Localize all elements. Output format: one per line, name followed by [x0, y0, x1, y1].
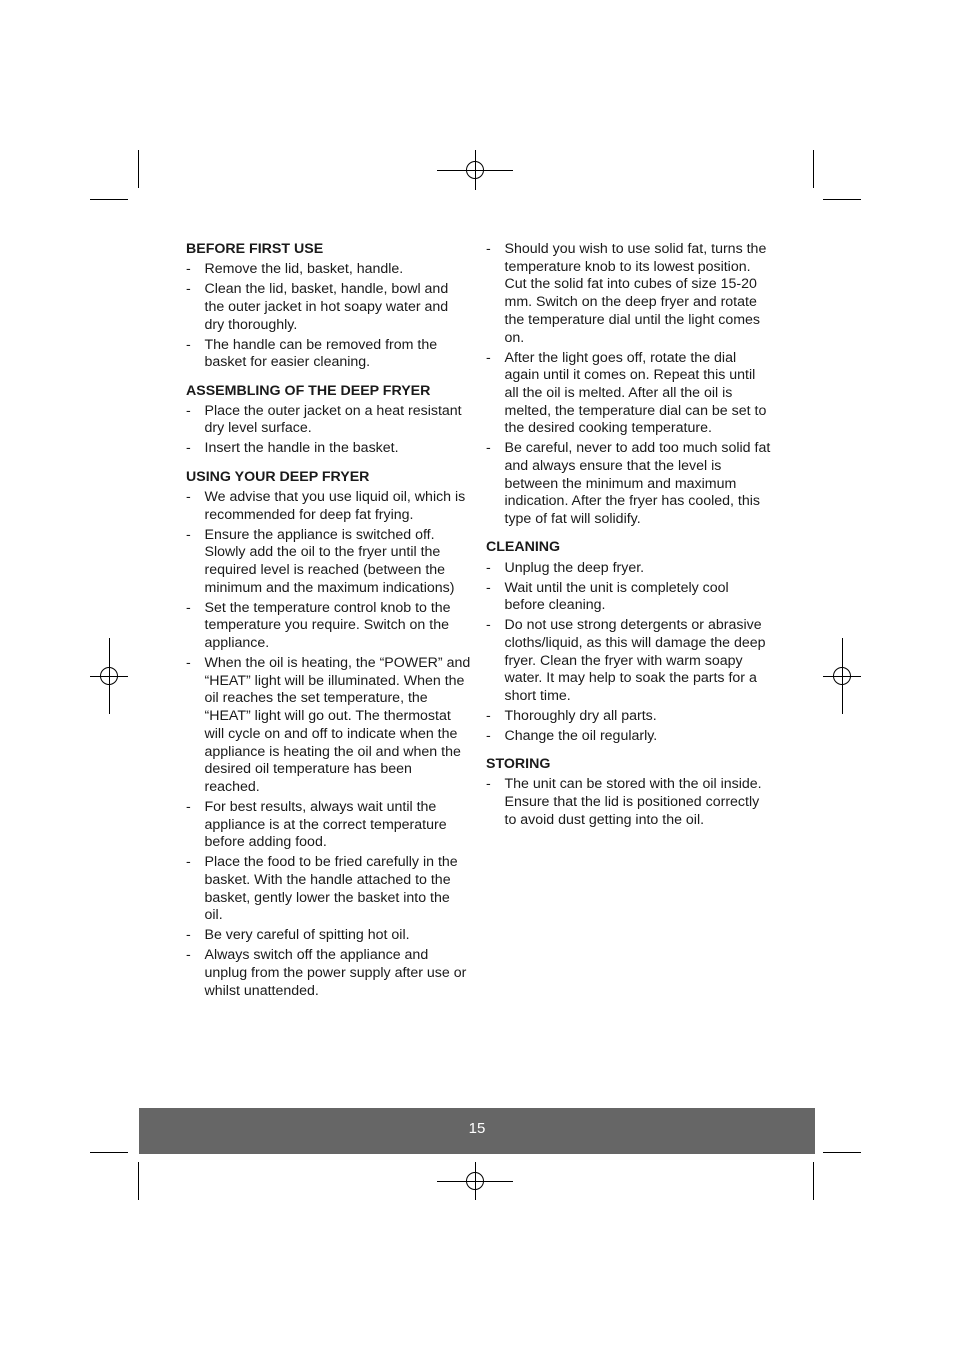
bullet-dash: -: [486, 708, 491, 725]
crop-mark: [90, 1152, 128, 1153]
bullet-dash: -: [486, 349, 491, 366]
registration-circle: [466, 1172, 484, 1190]
bullet-dash: -: [486, 559, 491, 576]
list-item-text: Unplug the deep fryer.: [504, 559, 645, 576]
section-heading: ASSEMBLING OF THE DEEP FRYER: [186, 382, 431, 399]
bullet-dash: -: [186, 440, 191, 457]
list-item-text: For best results, always wait until the appliance is at the correct temperature before adding food.: [204, 798, 447, 851]
registration-circle: [466, 161, 484, 179]
list-item: [486, 580, 771, 615]
section-heading: CLEANING: [486, 539, 561, 556]
bullet-dash: -: [186, 261, 191, 278]
section: [186, 469, 471, 1001]
crop-mark: [813, 150, 814, 188]
list-item: [186, 403, 471, 438]
list-item: [186, 261, 471, 279]
bullet-dash: -: [486, 728, 491, 745]
crop-mark: [813, 1162, 814, 1200]
section: [186, 241, 471, 372]
list-item: [186, 281, 471, 334]
list-item-text: Insert the handle in the basket.: [204, 440, 399, 457]
list-item-text: Clean the lid, basket, handle, bowl and the outer jacket in hot soapy water and dry thoroughly.: [204, 281, 449, 333]
list-item: [486, 241, 771, 347]
section: [486, 539, 771, 745]
list-item-text: The unit can be stored with the oil inside. Ensure that the lid is positioned correctly to avoid dust getting into the oil.: [504, 776, 762, 828]
bullet-dash: -: [186, 281, 191, 298]
list-item-text: We advise that you use liquid oil, which is recommended for deep fat frying.: [204, 488, 466, 523]
list-item: [186, 947, 471, 1000]
list-item: [486, 350, 771, 439]
crop-mark: [138, 1162, 139, 1200]
list-item-text: The handle can be removed from the basket for easier cleaning.: [204, 336, 438, 371]
list-item: [486, 708, 771, 726]
section: [186, 383, 471, 459]
right-column: [486, 241, 771, 840]
bullet-dash: -: [186, 402, 191, 419]
list-item-text: Be careful, never to add too much solid fat and always ensure that the level is between the minimum and maximum indication. After the fryer has cooled, this type of fat will solidify.: [504, 440, 771, 528]
list-item: [486, 560, 771, 578]
bullet-dash: -: [186, 854, 191, 871]
list-item: [186, 527, 471, 598]
bullet-dash: -: [186, 927, 191, 944]
list-item-text: Do not use strong detergents or abrasive cloths/liquid, as this will damage the deep fryer. Clean the fryer with warm soapy water. It may help to soak the parts for a short time.: [504, 617, 766, 705]
list-item: [486, 440, 771, 529]
list-item-text: After the light goes off, rotate the dial again until it comes on. Repeat this until all the oil is melted. After all the oil is melted, the temperature dial can be set to the desired cooking temperature.: [504, 349, 767, 437]
list-item: [186, 799, 471, 852]
list-item: [186, 600, 471, 653]
list-item-text: Place the outer jacket on a heat resistant dry level surface.: [204, 402, 462, 437]
section-heading: BEFORE FIRST USE: [186, 241, 324, 257]
bullet-dash: -: [486, 617, 491, 634]
page-number: 15: [468, 1120, 486, 1137]
section-heading: STORING: [486, 756, 551, 773]
footer-bar: [139, 1108, 815, 1154]
list-item: [186, 489, 471, 524]
list-item: [486, 617, 771, 706]
crop-mark: [90, 199, 128, 200]
list-item: [486, 728, 771, 746]
list-item-text: When the oil is heating, the “POWER” and “HEAT” light will be illuminated. When the oil reaches the set temperature, the “HEAT” light will go out. The thermostat will cycle on and off to indicate when the appliance is heating the oil and when the desired oil temperature has been reached.: [204, 655, 471, 795]
bullet-dash: -: [186, 947, 191, 964]
list-item: [486, 776, 771, 829]
bullet-dash: -: [186, 526, 191, 543]
list-item: [186, 655, 471, 797]
list-item-text: Ensure the appliance is switched off. Slowly add the oil to the fryer until the required level is reached (between the minimum and the maximum indications): [204, 526, 455, 596]
crop-mark: [138, 150, 139, 188]
list-item-text: Always switch off the appliance and unplug from the power supply after use or whilst unattended.: [204, 947, 467, 999]
crop-mark: [823, 199, 861, 200]
list-item: [186, 927, 471, 945]
list-item: [186, 440, 471, 458]
list-item-text: Remove the lid, basket, handle.: [204, 261, 404, 278]
list-item-text: Change the oil regularly.: [504, 728, 658, 745]
list-item: [186, 854, 471, 925]
registration-circle: [100, 667, 118, 685]
list-item-text: Wait until the unit is completely cool before cleaning.: [504, 579, 729, 614]
bullet-dash: -: [486, 440, 491, 457]
list-item-text: Place the food to be fried carefully in the basket. With the handle attached to the basket, gently lower the basket into the oil.: [204, 854, 458, 924]
list-item-text: Thoroughly dry all parts.: [504, 708, 657, 725]
registration-circle: [833, 667, 851, 685]
bullet-dash: -: [186, 336, 191, 353]
list-item-text: Be very careful of spitting hot oil.: [204, 927, 410, 944]
list-item-text: Set the temperature control knob to the temperature you require. Switch on the appliance.: [204, 599, 451, 652]
list-item-text: Should you wish to use solid fat, turns the temperature knob to its lowest position. Cut the solid fat into cubes of size 15-20 mm. Switch on the deep fryer and rotate the temperature dial until the light comes on.: [504, 241, 767, 346]
section: [486, 241, 771, 529]
bullet-dash: -: [186, 798, 191, 815]
list-item: [186, 337, 471, 372]
section: [486, 756, 771, 829]
bullet-dash: -: [186, 655, 191, 672]
bullet-dash: -: [186, 488, 191, 505]
left-column: [186, 241, 471, 1011]
section-heading: USING YOUR DEEP FRYER: [186, 468, 370, 485]
bullet-dash: -: [186, 599, 191, 616]
bullet-dash: -: [486, 241, 491, 257]
bullet-dash: -: [486, 579, 491, 596]
crop-mark: [823, 1152, 861, 1153]
bullet-dash: -: [486, 776, 491, 793]
